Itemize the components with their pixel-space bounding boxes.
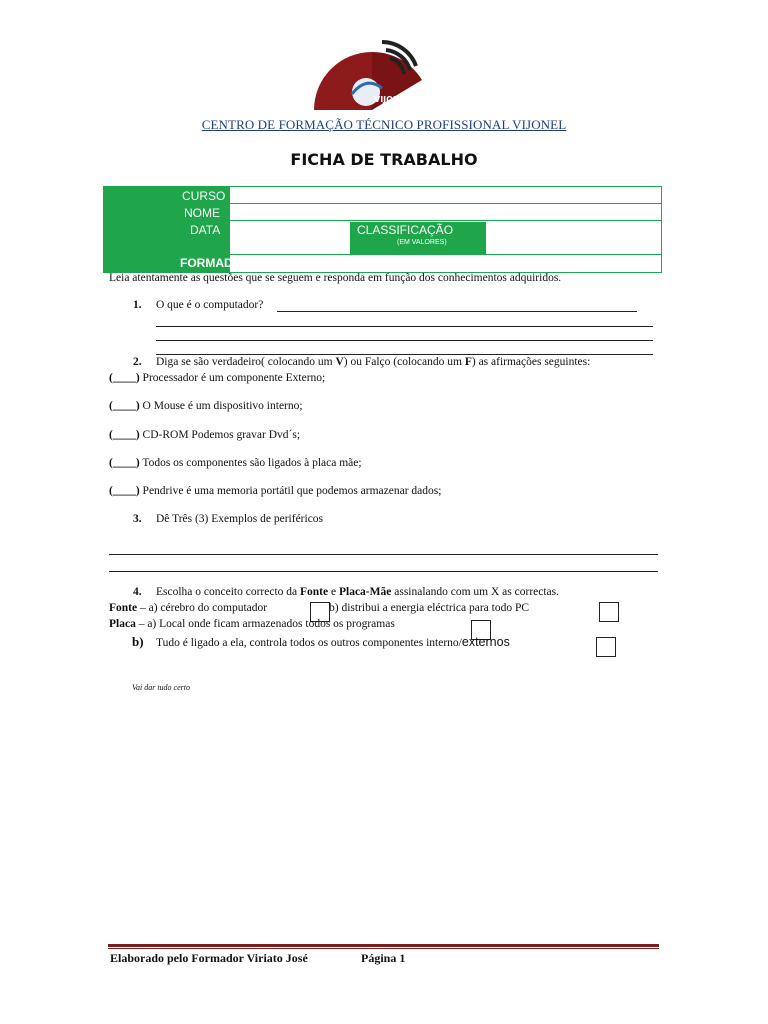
svg-text:VIJONEL: VIJONEL: [374, 95, 411, 104]
q4-number: 4.: [133, 586, 142, 598]
em-valores-label: (EM VALORES): [397, 239, 447, 246]
q2-item: (____) O Mouse é um dispositivo interno;: [109, 400, 303, 412]
footer-divider: [108, 944, 659, 947]
q2-text: Diga se são verdadeiro( colocando um V) ou Falço (colocando um F) as afirmações seguintes:: [156, 356, 591, 368]
school-logo: [312, 36, 432, 112]
q4-fonte-option-b: b) distribui a energia eléctrica para todo PC: [329, 602, 530, 614]
q4-fonte-option-a: Fonte – a) cérebro do computador: [109, 602, 268, 614]
footer-page-number: Página 1: [361, 951, 406, 965]
curso-label: CURSO: [182, 189, 226, 203]
q4-placa-option-a: Placa – a) Local onde ficam armazenados todos os programas: [109, 618, 395, 630]
q2-item: (____) Todos os componentes são ligados à placa mãe;: [109, 457, 362, 469]
q4-placa-b-checkbox[interactable]: [596, 637, 616, 657]
nome-label: NOME: [184, 206, 220, 220]
q1-answer-line: [277, 311, 637, 312]
q1-text: O que é o computador?: [156, 299, 264, 311]
q1-answer-line: [156, 354, 653, 355]
data-label: DATA: [190, 223, 221, 237]
encouragement-note: Vai dar tudo certo: [132, 683, 190, 692]
q1-number: 1.: [133, 299, 142, 311]
q4-text: Escolha o conceito correcto da Fonte e Placa-Mãe assinalando com um X as correctas.: [156, 586, 560, 598]
q4-option-b-marker: b): [132, 634, 144, 649]
footer-author: Elaborado pelo Formador Viriato José: [110, 951, 308, 965]
q3-number: 3.: [133, 513, 142, 525]
q2-item: (____) Processador é um componente Externo;: [109, 372, 326, 384]
student-info-form: [103, 186, 662, 273]
institution-name: CENTRO DE FORMAÇÃO TÉCNICO PROFISSIONAL VIJONEL: [201, 117, 567, 132]
q3-answer-line: [109, 554, 658, 555]
q4-fonte-b-checkbox[interactable]: [599, 602, 619, 622]
q4-placa-option-b: Tudo é ligado a ela, controla todos os outros componentes interno/externos: [156, 635, 510, 649]
q3-text: Dê Três (3) Exemplos de periféricos: [156, 513, 324, 525]
classificacao-label: CLASSIFICAÇÃO: [357, 223, 454, 237]
q1-answer-line: [156, 326, 653, 327]
classificacao-box: [350, 222, 486, 254]
q2-item: (____) CD-ROM Podemos gravar Dvd´s;: [109, 429, 301, 441]
footer-divider: [108, 948, 659, 949]
page-title: FICHA DE TRABALHO: [290, 150, 478, 169]
q1-answer-line: [156, 340, 653, 341]
q2-number: 2.: [133, 356, 142, 368]
q3-answer-line: [109, 571, 658, 572]
instructions: Leia atentamente as questões que se seguem e responda em função dos conhecimentos adquiridos.: [109, 272, 562, 284]
q2-item: (____) Pendrive é uma memoria portátil que podemos armazenar dados;: [109, 485, 442, 497]
formador-label: FORMADOR: [180, 256, 251, 270]
